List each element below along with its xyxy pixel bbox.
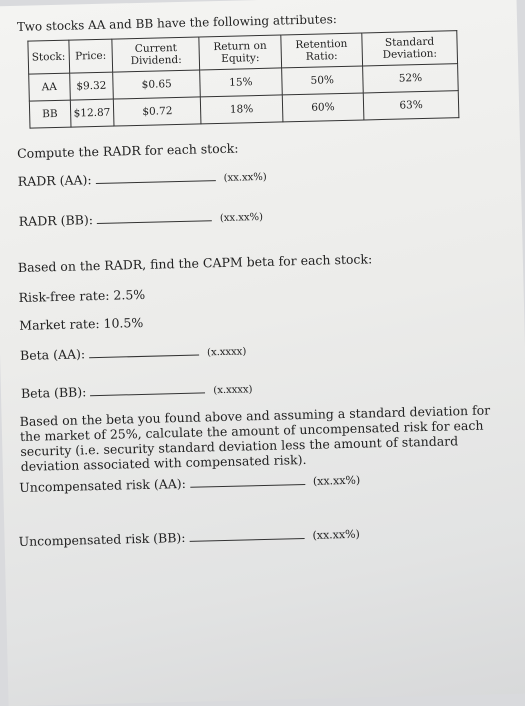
radr-aa-label: RADR (AA): [17, 172, 92, 189]
risk-free-rate: Risk-free rate: 2.5% [18, 286, 146, 305]
radr-bb-format: (xx.xx%) [219, 211, 264, 224]
cell-roe: 15% [200, 68, 282, 97]
cell-roe: 18% [201, 95, 283, 124]
beta-bb-blank[interactable] [90, 391, 205, 396]
unc-aa-blank[interactable] [190, 483, 305, 488]
market-rate: Market rate: 10.5% [19, 314, 144, 333]
radr-bb-label: RADR (BB): [18, 212, 94, 229]
beta-bb-label: Beta (BB): [20, 384, 87, 401]
beta-aa-format: (x.xxxx) [206, 346, 247, 359]
cell-stdev: 63% [363, 91, 459, 120]
unc-bb-format: (xx.xx%) [312, 527, 361, 542]
cell-stock: BB [29, 100, 70, 128]
cell-stock: AA [29, 73, 70, 101]
radr-bb-blank[interactable] [97, 219, 212, 224]
cell-price: $12.87 [70, 99, 114, 127]
header-stock: Stock: [28, 40, 69, 74]
cell-stdev: 52% [363, 64, 459, 93]
unc-aa-label: Uncompensated risk (AA): [19, 475, 187, 495]
beta-aa-label: Beta (AA): [19, 346, 86, 363]
beta-bb-format: (x.xxxx) [213, 384, 253, 397]
cell-retention: 60% [282, 93, 364, 122]
unc-aa-line [19, 472, 360, 495]
beta-aa-blank[interactable] [89, 354, 199, 359]
cell-dividend: $0.72 [114, 97, 202, 126]
radr-aa-format: (xx.xx%) [223, 171, 267, 184]
cell-price: $9.32 [69, 72, 113, 100]
radr-aa-blank[interactable] [96, 179, 216, 184]
unc-bb-line [18, 526, 360, 549]
header-current-dividend: Current Dividend: [112, 37, 200, 72]
cell-dividend: $0.65 [113, 70, 201, 99]
attributes-table [27, 30, 459, 128]
header-price: Price: [68, 39, 113, 73]
intro-text: Two stocks AA and BB have the following attributes: [16, 12, 337, 34]
cell-retention: 50% [281, 66, 363, 95]
header-standard-deviation: Standard Deviation: [362, 31, 458, 66]
header-return-on-equity: Return on Equity: [199, 35, 281, 70]
radr-aa-line [18, 168, 267, 189]
radr-bb-line [19, 208, 264, 229]
capm-prompt: Based on the RADR, find the CAPM beta for each stock: [17, 251, 373, 275]
beta-bb-line [21, 380, 253, 401]
unc-bb-label: Uncompensated risk (BB): [18, 529, 186, 550]
unc-bb-blank[interactable] [190, 537, 305, 542]
radr-prompt: Compute the RADR for each stock: [16, 140, 239, 161]
unc-aa-format: (xx.xx%) [312, 473, 361, 488]
uncompensated-risk-prompt: Based on the beta you found above and assuming a standard deviation for the market of 25%, calculate the amount of uncompensated risk for each security (i.e. security standard deviation less the amount of standard deviation associated with compensated risk). [19, 402, 491, 474]
header-retention-ratio: Retention Ratio: [280, 33, 362, 68]
beta-aa-line [20, 342, 247, 363]
